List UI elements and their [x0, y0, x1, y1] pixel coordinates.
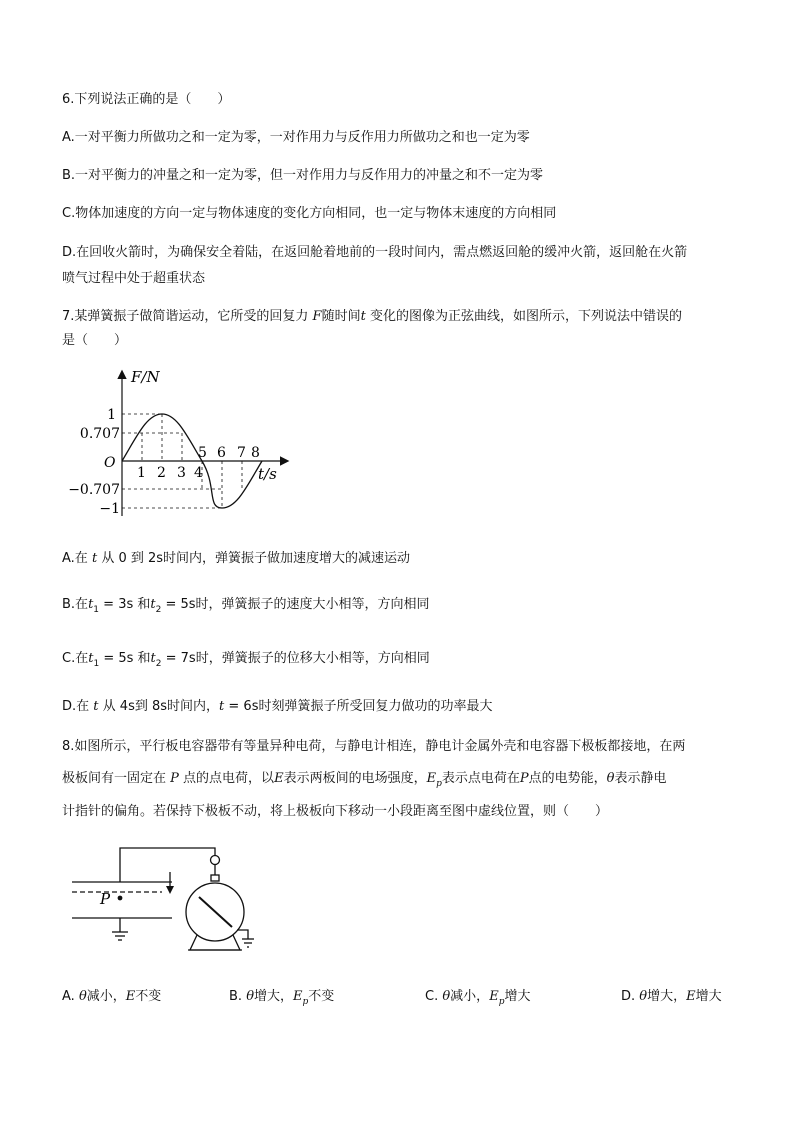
q6-stem: 6.下列说法正确的是（ ）	[62, 92, 231, 107]
q8-option-a: A. θ减小，E不变	[62, 989, 162, 1004]
q8-option-c: C. θ减小，$E_p$增大	[425, 989, 531, 1007]
x-tick-5: 5	[198, 445, 207, 461]
x-tick-1: 1	[137, 465, 146, 481]
q6-option-c: C.物体加速度的方向一定与物体速度的变化方向相同，也一定与物体末速度的方向相同	[62, 206, 557, 221]
x-tick-7: 7	[237, 445, 246, 461]
point-charge	[118, 896, 123, 901]
origin-label: O	[104, 455, 116, 471]
x-tick-3: 3	[177, 465, 186, 481]
q8-stem-line1: 8.如图所示，平行板电容器带有等量异种电荷，与静电计相连，静电计金属外壳和电容器下极板都接地，在两	[62, 739, 686, 754]
q8-option-b: B. θ增大，$E_p$不变	[229, 989, 335, 1007]
electrometer-needle	[199, 897, 232, 927]
q7-option-b: B.在$t_1 = 3s$ 和$t_2 = 5s$时，弹簧振子的速度大小相等，方向相同	[62, 597, 430, 615]
q7-stem-line2: 是（ ）	[62, 333, 128, 348]
q7-option-c: C.在$t_1 = 5s$ 和$t_2 = 7s$时，弹簧振子的位移大小相等，方向相同	[62, 651, 430, 669]
capacitor-electrometer-figure	[62, 842, 282, 962]
x-tick-6: 6	[217, 445, 226, 461]
y-tick-neg-1: −1	[99, 501, 120, 517]
q7-option-a: A.在 t 从 0 到 2s时间内，弹簧振子做加速度增大的减速运动	[62, 551, 411, 566]
q8-stem-line2: 极板间有一固定在 P 点的点电荷，以E表示两板间的电场强度，$E_p$表示点电荷在P点的电势能，θ表示静电	[62, 771, 667, 789]
y-tick-1: 1	[107, 407, 116, 423]
y-tick-neg-0707: −0.707	[68, 482, 120, 498]
q7-stem-line1: 7.某弹簧振子做简谐运动，它所受的回复力 F随时间t 变化的图像为正弦曲线，如图所示，下列说法中错误的	[62, 309, 682, 324]
y-tick-0707: 0.707	[79, 426, 120, 442]
q8-option-d: D. θ增大，E增大	[621, 989, 722, 1004]
q6-option-a: A.一对平衡力所做功之和一定为零，一对作用力与反作用力所做功之和也一定为零	[62, 130, 530, 145]
y-axis-label: F/N	[131, 368, 160, 386]
force-time-graph	[62, 366, 302, 526]
x-tick-2: 2	[157, 465, 166, 481]
time-symbol: t	[360, 309, 366, 324]
point-p-label: P	[100, 890, 111, 908]
q6-option-d-line2: 喷气过程中处于超重状态	[62, 271, 206, 286]
x-axis-label: t/s	[258, 465, 277, 483]
q6-option-b: B.一对平衡力的冲量之和一定为零，但一对作用力与反作用力的冲量之和不一定为零	[62, 168, 544, 183]
force-symbol: F	[312, 309, 322, 324]
q7-option-d: D.在 t 从 4s到 8s时间内，t = 6s时刻弹簧振子所受回复力做功的功率最大	[62, 699, 493, 714]
q8-stem-line3: 计指针的偏角。若保持下极板不动，将上极板向下移动一小段距离至图中虚线位置，则（ ）	[62, 804, 609, 819]
q6-option-d-line1: D.在回收火箭时，为确保安全着陆，在返回舱着地前的一段时间内，需点燃返回舱的缓冲火箭，返回舱在火箭	[62, 245, 688, 260]
x-tick-4: 4	[194, 465, 203, 481]
x-tick-8: 8	[251, 445, 260, 461]
